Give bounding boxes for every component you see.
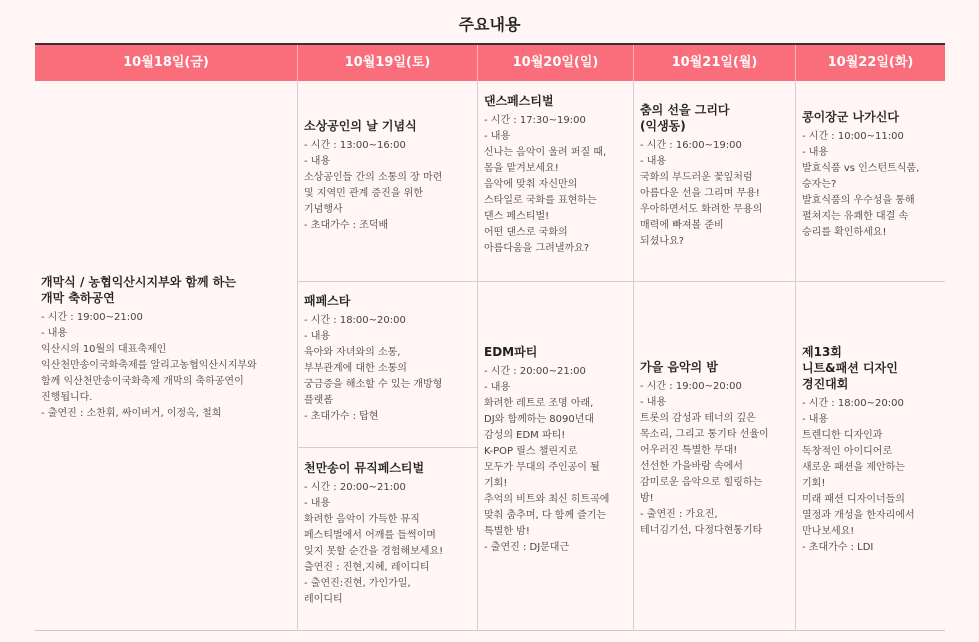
event-knit-fashion-contest (796, 282, 945, 631)
event-details: - 시간 : 20:00~21:00 - 내용 화려한 레트로 조명 아래, DJ와 함께하는 8090년대 감성의 EDM 파티! K-POP 릴스 챌린지로 모두가 무대의 주인공이 될 기회! 추억의 비트와 최신 히트곡에 맞춰 춤추며, 다 함께 즐기는 특별한 밤! - 출연진 : DJ문대근 (484, 366, 610, 553)
column-oct21 (634, 81, 796, 631)
event-title: 개막식 / 농협익산시지부와 함께 하는 개막 축하공연 (41, 275, 236, 305)
event-details: - 시간 : 10:00~11:00 - 내용 발효식품 vs 인스턴트식품, 승자는? 발효식품의 우수성을 통해 펼쳐지는 유쾌한 대결 속 승리를 확인하세요! (802, 131, 920, 238)
day-header-oct19: 10월19일(토) (298, 45, 478, 81)
event-title: 제13회 니트&패션 디자인 경진대회 (802, 345, 898, 391)
event-details: - 시간 : 20:00~21:00 - 내용 화려한 음악이 가득한 뮤직 페스티벌에서 어깨를 들썩이며 잊지 못할 순간을 경험해보세요! 출연진 : 진현,지혜, 레이디티 - 출연진:진현, 가인가일, 레이디티 (304, 482, 444, 605)
event-title: 콩이장군 나가신다 (802, 110, 899, 124)
column-oct18 (35, 81, 298, 631)
event-details: - 시간 : 19:00~20:00 - 내용 트롯의 감성과 테너의 깊은 목소리, 그리고 통기타 선율이 어우러진 특별한 무대! 선선한 가을바람 속에서 감미로운 음악으로 힐링하는 밤! - 출연진 : 가요진, 테너김기선, 다정다현통기타 (640, 381, 769, 536)
day-header-oct18: 10월18일(금) (35, 45, 298, 81)
column-oct22 (796, 81, 945, 631)
event-title: 댄스페스티벌 (484, 94, 554, 108)
event-kongi-general (796, 81, 945, 282)
event-details: - 시간 : 13:00~16:00 - 내용 소상공인들 간의 소통의 장 마련 및 지역민 관계 증진을 위한 기념행사 - 초대가수 : 조덕배 (304, 140, 443, 231)
event-details: - 시간 : 18:00~20:00 - 내용 육아와 자녀와의 소통, 부부관계에 대한 소통의 궁금증을 해소할 수 있는 개방형 플랫폼 - 초대가수 : 탑현 (304, 315, 443, 422)
event-opening-ceremony (35, 274, 297, 474)
event-edm-party (478, 282, 633, 631)
event-details: - 시간 : 18:00~20:00 - 내용 트렌디한 디자인과 독창적인 아이디어로 새로운 패션을 제안하는 기회! 미래 패션 디자이너들의 열정과 개성을 한자리에서 만나보세요! - 초대가수 : LDI (802, 398, 915, 553)
event-small-business-day (298, 81, 477, 282)
schedule-grid (35, 81, 945, 631)
event-title: 패페스타 (304, 294, 351, 308)
event-title: 소상공인의 날 기념식 (304, 119, 417, 133)
event-dance-festival (478, 81, 633, 282)
event-music-festival (298, 448, 477, 631)
event-details: - 시간 : 19:00~21:00 - 내용 익산시의 10월의 대표축제인 익산천만송이국화축제를 알리고농협익산시지부와 함께 익산천만송이국화축제 개막의 축하공연이 진행됩니다. - 출연진 : 소찬휘, 싸이버거, 이정옥, 철희 (41, 312, 257, 419)
column-oct19 (298, 81, 478, 631)
event-title: 천만송이 뮤직페스티벌 (304, 461, 425, 475)
page-title: 주요내용 (458, 15, 521, 34)
day-header-oct21: 10월21일(월) (634, 45, 796, 81)
event-autumn-music-night (634, 282, 795, 631)
event-title: 가을 음악의 밤 (640, 360, 718, 374)
event-title: EDM파티 (484, 345, 538, 359)
event-dance-lines (634, 81, 795, 282)
event-pape-festa (298, 282, 477, 448)
column-oct20 (478, 81, 634, 631)
event-title: 춤의 선을 그리다 (익생동) (640, 103, 730, 133)
day-header-oct22: 10월22일(화) (827, 55, 914, 70)
day-header-row (35, 45, 945, 81)
event-details: - 시간 : 17:30~19:00 - 내용 신나는 음악이 울려 퍼질 때, 몸을 맡겨보세요! 음악에 맞춰 자신만의 스타일로 국화를 표현하는 댄스 페스티벌! 어떤 댄스로 국화의 아름다움을 그려낼까요? (484, 115, 607, 254)
event-details: - 시간 : 16:00~19:00 - 내용 국화의 부드러운 꽃잎처럼 아름다운 선을 그리며 무용! 우아하면서도 화려한 무용의 매력에 빠져볼 준비 되셨나요? (640, 140, 763, 247)
day-header-oct20: 10월20일(일) (478, 45, 634, 81)
